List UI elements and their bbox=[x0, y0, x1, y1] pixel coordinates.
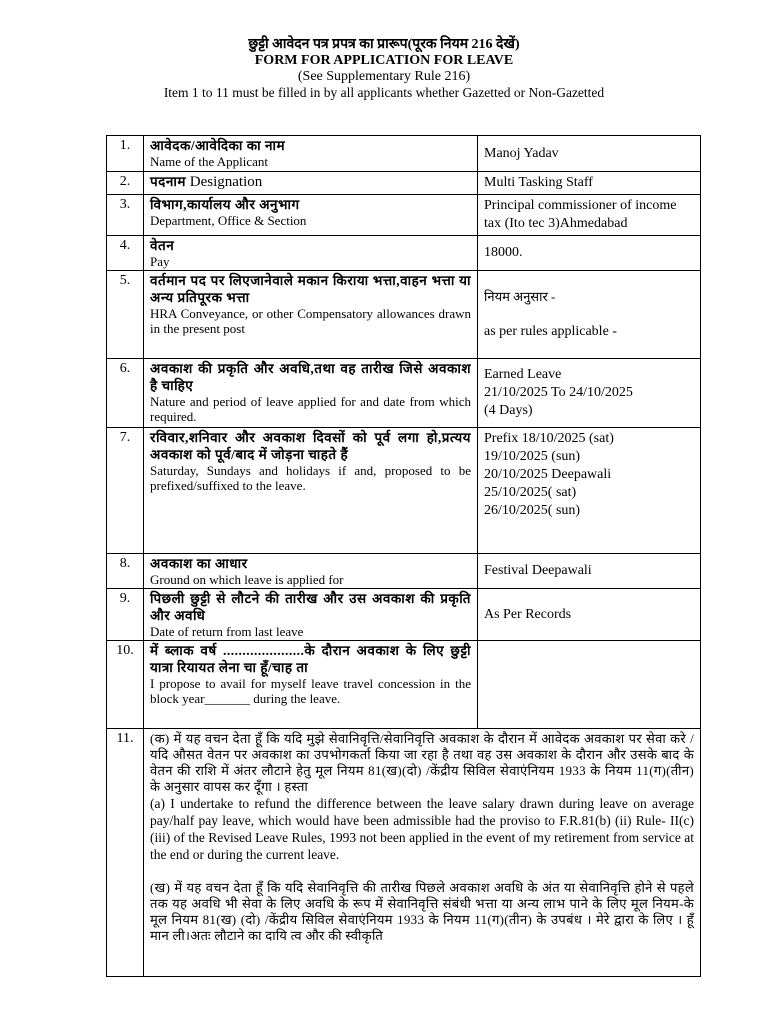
form-row-7 bbox=[107, 428, 701, 554]
form-row-6 bbox=[107, 359, 701, 428]
label-hindi: में ब्लाक वर्ष .....................के दौरान अवकाश के लिए छुट्टी यात्रा रियायत लेना चा हूँ/चाह ता bbox=[150, 643, 471, 675]
label-hindi: अवकाश की प्रकृति और अवधि,तथा वह तारीख जिसे अवकाश है चाहिए bbox=[150, 361, 471, 393]
label-english: I propose to avail for myself leave travel concession in the block year_______ during the leave. bbox=[150, 676, 471, 706]
undertaking-a-hindi: (क) में यह वचन देता हूँ कि यदि मुझे सेवानिवृत्ति/सेवानिवृत्ति अवकाश के दौरान में आवेदक अवकाश पर सेवा करे /यदि औसत वेतन पर अवकाश का उपभोगकर्ता किया जा रहा है तथा वह उस अवकाश के दौरान और उसके बाद के वेतन की राशि में अंतर लौटाने हेतु मूल नियम 81(ख)(दो) /केंद्रीय सिविल सेवाएंनियम 1933 के नियम 11(ग)(तीन) के अनुसार वापस कर दूँगा । हस्ता bbox=[150, 731, 694, 794]
form-row-3 bbox=[107, 195, 701, 236]
label-english: Ground on which leave is applied for bbox=[150, 572, 344, 587]
label-hindi: विभाग,कार्यालय और अनुभाग bbox=[150, 197, 300, 212]
pay-value: 18000. bbox=[484, 245, 523, 260]
label-hindi: आवेदक/आवेदिका का नाम bbox=[150, 138, 286, 153]
form-row-11 bbox=[107, 729, 701, 977]
holiday-value: 20/10/2025 Deepawali bbox=[484, 467, 612, 482]
form-header bbox=[0, 36, 768, 101]
row-number: 4. bbox=[107, 236, 144, 271]
row-number: 5. bbox=[107, 271, 144, 359]
form-title-english: FORM FOR APPLICATION FOR LEAVE bbox=[254, 53, 514, 68]
label-hindi: पदनाम bbox=[150, 174, 186, 189]
row-number: 1. bbox=[107, 136, 144, 172]
allowance-value-hindi: नियम अनुसार - bbox=[484, 289, 556, 304]
form-row-8 bbox=[107, 554, 701, 589]
label-english: Nature and period of leave applied for and date from which required. bbox=[150, 394, 471, 424]
undertaking-a-english: (a) I undertake to refund the difference between the leave salary drawn during leave on average pay/half pay leave, which would have been admissible had the proviso to F.R.81(b) (ii) Rule- II(c) (iii) of the Revised Leave Rules, 1993 not been applied in the event of my retirement from service at the end or during the current leave. bbox=[150, 796, 694, 862]
label-english: Department, Office & Section bbox=[150, 213, 307, 228]
row-number: 7. bbox=[107, 428, 144, 554]
leave-ground-value: Festival Deepawali bbox=[484, 563, 592, 578]
designation-value: Multi Tasking Staff bbox=[484, 175, 593, 190]
form-row-4 bbox=[107, 236, 701, 271]
holiday-value: 19/10/2025 (sun) bbox=[484, 449, 581, 464]
form-row-2 bbox=[107, 172, 701, 195]
ltc-value-cell bbox=[478, 641, 701, 729]
row-number: 6. bbox=[107, 359, 144, 428]
form-row-5 bbox=[107, 271, 701, 359]
leave-type-value: Earned Leave bbox=[484, 367, 562, 382]
label-english: Name of the Applicant bbox=[150, 154, 269, 169]
row-number: 8. bbox=[107, 554, 144, 589]
form-note: Item 1 to 11 must be filled in by all applicants whether Gazetted or Non-Gazetted bbox=[163, 85, 605, 100]
holiday-value: Prefix 18/10/2025 (sat) bbox=[484, 431, 614, 446]
form-row-1 bbox=[107, 136, 701, 172]
form-title-hindi: छुट्टी आवेदन पत्र प्रपत्र का प्रारूप(पूरक नियम 216 देखें) bbox=[248, 37, 520, 52]
row-number: 11. bbox=[107, 729, 144, 977]
label-english: Date of return from last leave bbox=[150, 624, 304, 639]
leave-application-table bbox=[106, 135, 701, 977]
label-hindi: वर्तमान पद पर लिएजानेवाले मकान किराया भत्ता,वाहन भत्ता या अन्य प्रतिपूरक भत्ता bbox=[150, 273, 471, 305]
row-number: 10. bbox=[107, 641, 144, 729]
label-hindi: अवकाश का आधार bbox=[150, 556, 248, 571]
department-value: Principal commissioner of income tax (Ito tec 3)Ahmedabad bbox=[484, 198, 677, 231]
row-number: 3. bbox=[107, 195, 144, 236]
leave-days-value: (4 Days) bbox=[484, 403, 533, 418]
label-hindi: रविवार,शनिवार और अवकाश दिवसों को पूर्व लगा हो,प्रत्यय अवकाश को पूर्व/बाद में जोड़ना चाहते हैं bbox=[150, 430, 471, 462]
last-return-value: As Per Records bbox=[484, 606, 572, 622]
form-row-9 bbox=[107, 589, 701, 641]
holiday-value: 25/10/2025( sat) bbox=[484, 485, 577, 500]
applicant-name-value: Manoj Yadav bbox=[484, 145, 559, 161]
row-number: 9. bbox=[107, 589, 144, 641]
row-number: 2. bbox=[107, 172, 144, 195]
label-english: Saturday, Sundays and holidays if and, proposed to be prefixed/suffixed to the leave. bbox=[150, 463, 471, 493]
form-row-10 bbox=[107, 641, 701, 729]
label-hindi: वेतन bbox=[150, 238, 175, 253]
holiday-value: 26/10/2025( sun) bbox=[484, 503, 581, 518]
label-english: HRA Conveyance, or other Compensatory allowances drawn in the present post bbox=[150, 306, 471, 336]
undertaking-b-hindi: (ख) में यह वचन देता हूँ कि यदि सेवानिवृत्ति की तारीख पिछले अवकाश अवधि के अंत या सेवानिवृत्ति होने से पहले तक यह अवधि भी सेवा के लिए अवधि के रूप में सेवानिवृत्ति संबंधी भत्ता या अन्य लाभ पाने के लिए मूल नियम-के मूल नियम 81(ख) (दो) /केंद्रीय सिविल सेवाएंनियम 1933 के नियम 11(ग)(तीन) के उपबंध । मेरे द्वारा के लिए । हूँ मान ली।अतः लौटाने का दायि त्व और की स्वीकृति bbox=[150, 880, 694, 943]
label-english: Pay bbox=[150, 254, 170, 269]
label-hindi: पिछली छुट्टी से लौटने की तारीख और उस अवकाश की प्रकृति और अवधि bbox=[150, 591, 471, 623]
allowance-value: as per rules applicable - bbox=[484, 324, 617, 339]
label-english: Designation bbox=[189, 174, 263, 190]
form-subtitle: (See Supplementary Rule 216) bbox=[297, 69, 471, 84]
leave-period-value: 21/10/2025 To 24/10/2025 bbox=[484, 385, 633, 400]
